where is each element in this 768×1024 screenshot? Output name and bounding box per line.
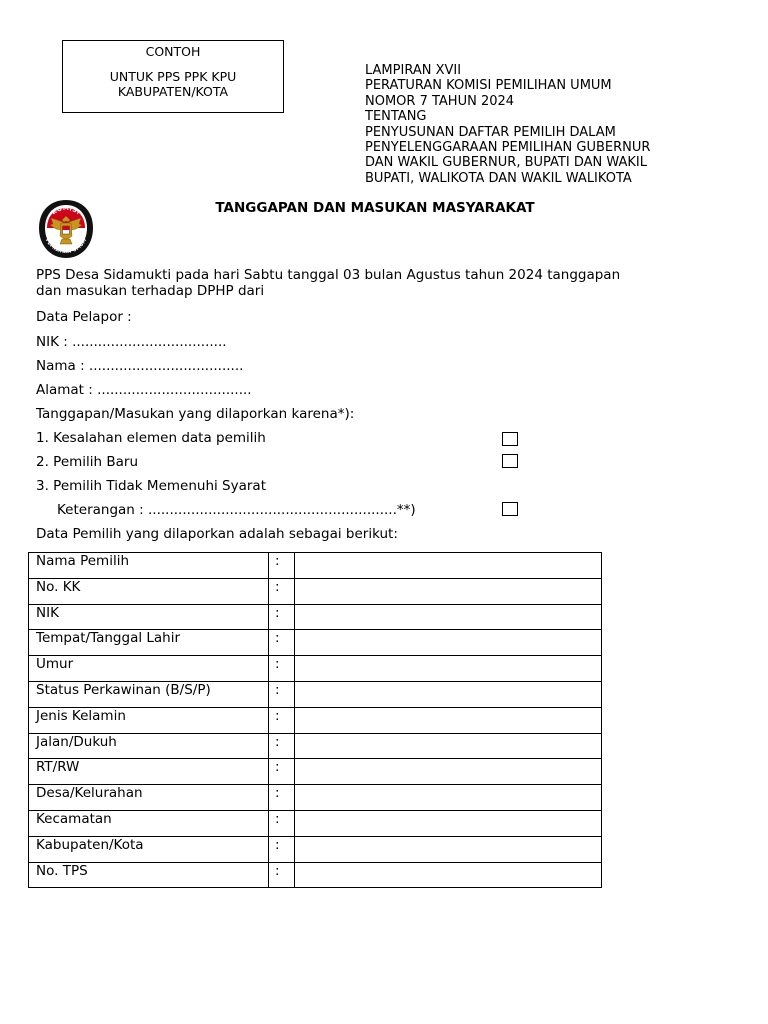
row-value-field[interactable] [295,578,602,604]
table-row [29,656,602,682]
lampiran-line: TENTANG [365,109,427,125]
row-label: No. KK [29,578,269,604]
row-colon: : [269,630,295,656]
example-label-box [62,40,284,113]
reason-2-label: 2. Pemilih Baru [36,454,139,470]
row-label: Jalan/Dukuh [29,733,269,759]
row-label: No. TPS [29,862,269,888]
table-row [29,578,602,604]
attachment-heading [365,63,650,186]
table-row [29,630,602,656]
kabupaten-label: KABUPATEN/KOTA [117,84,229,99]
table-row [29,810,602,836]
lampiran-line: PENYELENGGARAAN PEMILIHAN GUBERNUR [365,140,651,156]
untuk-label: UNTUK PPS PPK KPU [109,69,237,84]
lampiran-line: BUPATI, WALIKOTA DAN WAKIL WALIKOTA [365,170,632,186]
pelapor-heading: Data Pelapor : [36,309,132,325]
reason-3-checkbox[interactable] [502,502,518,516]
reason-heading: Tanggapan/Masukan yang dilaporkan karena*): [36,406,355,422]
row-label: Jenis Kelamin [29,707,269,733]
table-row [29,553,602,579]
row-value-field[interactable] [295,836,602,862]
lampiran-line: NOMOR 7 TAHUN 2024 [365,93,515,109]
row-colon: : [269,656,295,682]
table-row [29,707,602,733]
reason-1-checkbox[interactable] [502,432,518,446]
row-label: Status Perkawinan (B/S/P) [29,681,269,707]
voter-data-table [28,552,602,888]
row-label: Kecamatan [29,810,269,836]
row-value-field[interactable] [295,733,602,759]
row-colon: : [269,862,295,888]
table-row [29,785,602,811]
lampiran-line: DAN WAKIL GUBERNUR, BUPATI DAN WAKIL [365,155,647,171]
table-row [29,862,602,888]
row-value-field[interactable] [295,785,602,811]
table-heading: Data Pemilih yang dilaporkan adalah sebagai berikut: [36,526,398,542]
row-colon: : [269,785,295,811]
row-value-field[interactable] [295,681,602,707]
row-colon: : [269,578,295,604]
row-label: Tempat/Tanggal Lahir [29,630,269,656]
row-value-field[interactable] [295,604,602,630]
intro-line-1: PPS Desa Sidamukti pada hari Sabtu tanggal 03 bulan Agustus tahun 2024 tanggapan [36,267,621,283]
row-value-field[interactable] [295,810,602,836]
row-colon: : [269,707,295,733]
alamat-field[interactable]: Alamat : .................................... [36,382,252,398]
table-row [29,759,602,785]
intro-line-2: dan masukan terhadap DPHP dari [36,283,265,299]
row-label: Desa/Kelurahan [29,785,269,811]
row-value-field[interactable] [295,759,602,785]
reason-3-label: 3. Pemilih Tidak Memenuhi Syarat [36,478,266,494]
row-colon: : [269,810,295,836]
table-row [29,681,602,707]
row-label: Nama Pemilih [29,553,269,579]
svg-text:KOMISI: KOMISI [50,204,82,217]
row-label: Kabupaten/Kota [29,836,269,862]
table-row [29,733,602,759]
page-title: TANGGAPAN DAN MASUKAN MASYARAKAT [215,200,535,216]
row-value-field[interactable] [295,553,602,579]
row-value-field[interactable] [295,862,602,888]
row-value-field[interactable] [295,707,602,733]
table-row [29,604,602,630]
row-colon: : [269,836,295,862]
nama-field[interactable]: Nama : .................................... [36,358,244,374]
lampiran-line: PENYUSUNAN DAFTAR PEMILIH DALAM [365,124,616,140]
row-colon: : [269,681,295,707]
table-row [29,836,602,862]
row-label: Umur [29,656,269,682]
row-colon: : [269,604,295,630]
reason-1-label: 1. Kesalahan elemen data pemilih [36,430,266,446]
contoh-label: CONTOH [145,44,201,59]
nik-field[interactable]: NIK : .................................... [36,334,227,350]
row-colon: : [269,759,295,785]
lampiran-line: PERATURAN KOMISI PEMILIHAN UMUM [365,78,612,94]
row-label: NIK [29,604,269,630]
svg-text:PEMILIHAN UMUM: PEMILIHAN UMUM [43,237,89,256]
row-colon: : [269,733,295,759]
lampiran-line: LAMPIRAN XVII [365,63,462,78]
keterangan-field[interactable]: Keterangan : ..........................................................**) [57,502,416,518]
row-value-field[interactable] [295,630,602,656]
reason-2-checkbox[interactable] [502,454,518,468]
row-colon: : [269,553,295,579]
row-value-field[interactable] [295,656,602,682]
row-label: RT/RW [29,759,269,785]
